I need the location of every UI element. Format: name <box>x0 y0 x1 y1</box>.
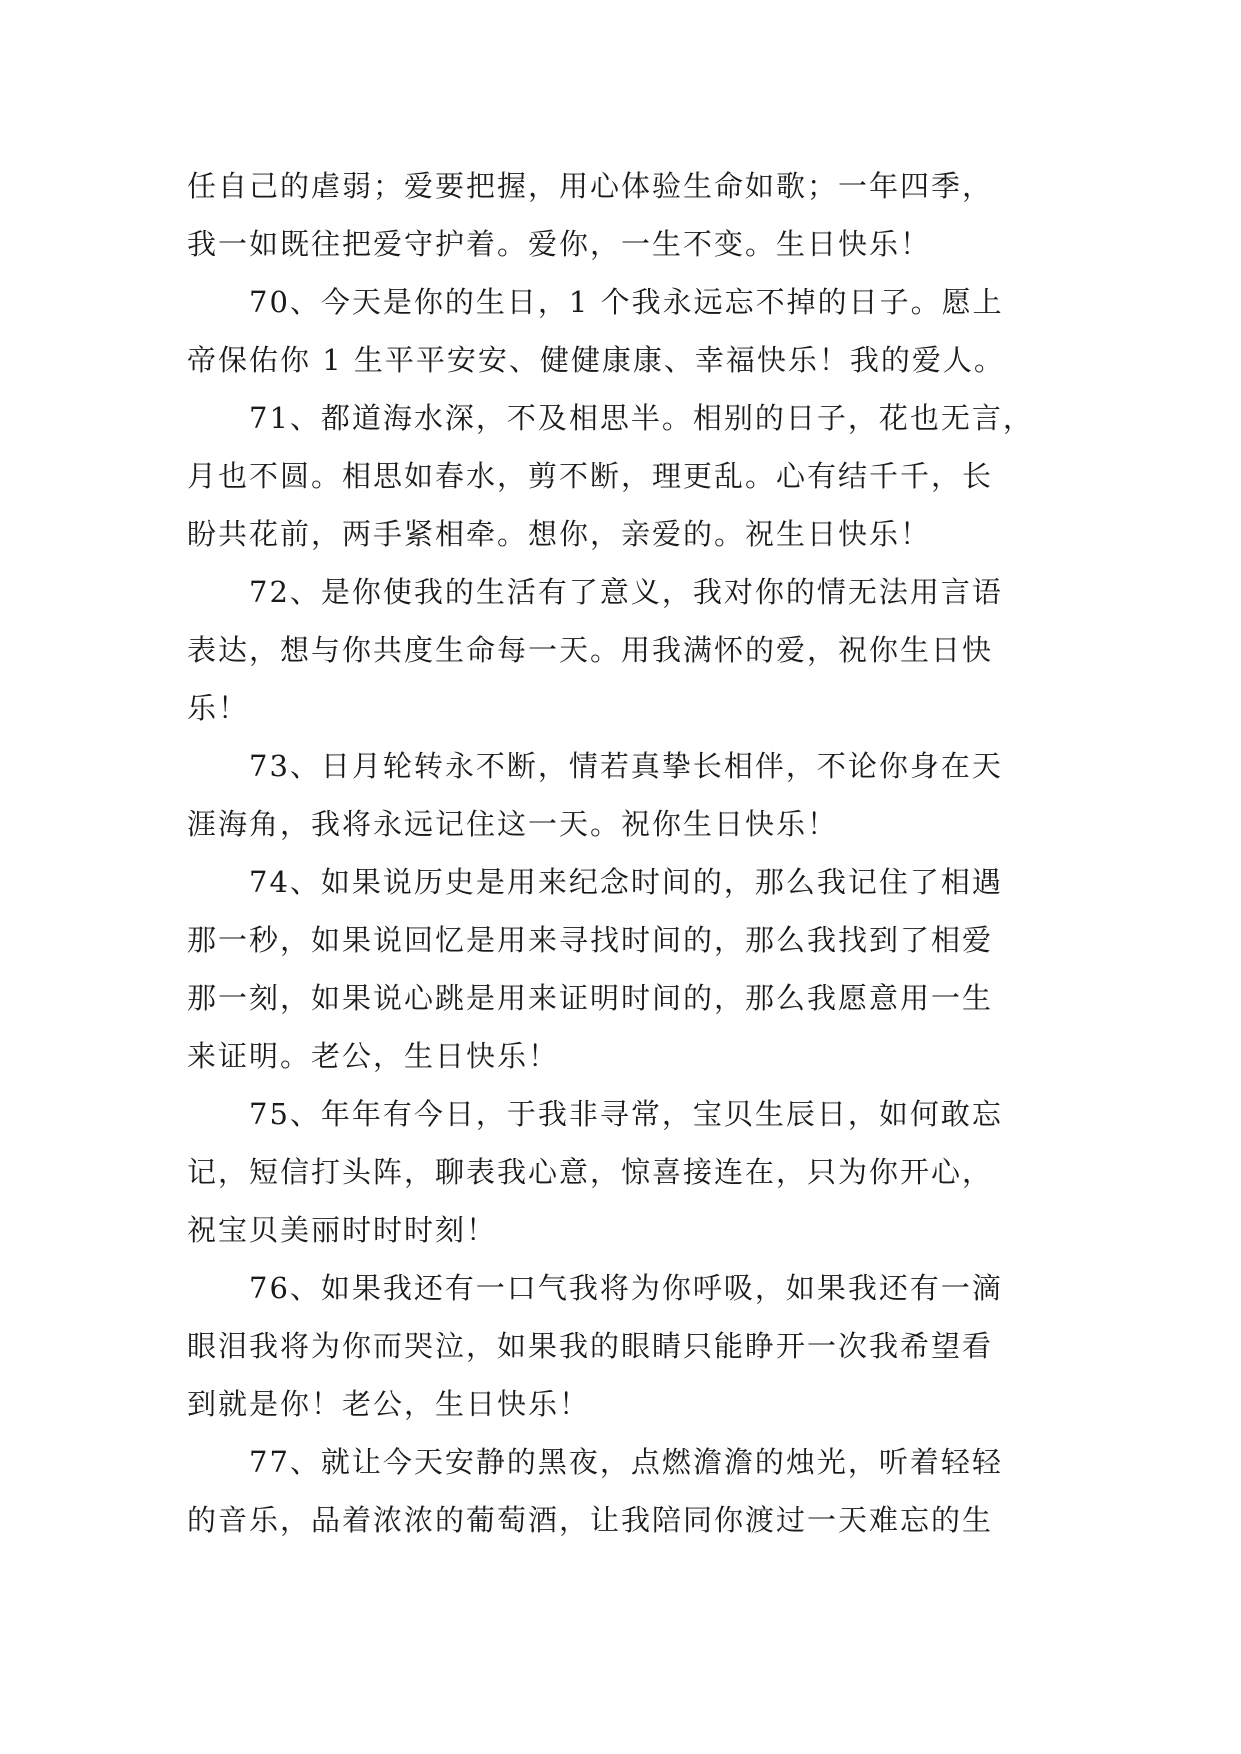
text-line: 到就是你！老公，生日快乐！ <box>187 1387 591 1421</box>
text-line: 那一刻，如果说心跳是用来证明时间的，那么我愿意用一生 <box>187 981 994 1015</box>
text-line: 盼共花前，两手紧相牵。想你，亲爱的。祝生日快乐！ <box>187 517 932 551</box>
text-line: 祝宝贝美丽时时时刻！ <box>187 1213 498 1247</box>
text-line: 表达，想与你共度生命每一天。用我满怀的爱，祝你生日快 <box>187 633 994 667</box>
text-line: 71、都道海水深，不及相思半。相别的日子，花也无言， <box>249 401 1034 435</box>
text-line: 70、今天是你的生日，1 个我永远忘不掉的日子。愿上 <box>249 285 1004 319</box>
text-line: 77、就让今天安静的黑夜，点燃澹澹的烛光，听着轻轻 <box>249 1445 1003 1479</box>
text-line: 那一秒，如果说回忆是用来寻找时间的，那么我找到了相爱 <box>187 923 994 957</box>
text-line: 月也不圆。相思如春水，剪不断，理更乱。心有结千千，长 <box>187 459 994 493</box>
text-line: 任自己的虐弱；爱要把握，用心体验生命如歌；一年四季， <box>187 169 994 203</box>
document-body <box>187 157 1057 1549</box>
text-line: 涯海角，我将永远记住这一天。祝你生日快乐！ <box>187 807 839 841</box>
text-line: 76、如果我还有一口气我将为你呼吸，如果我还有一滴 <box>249 1271 1003 1305</box>
text-line: 帝保佑你 1 生平平安安、健健康康、幸福快乐！我的爱人。 <box>187 343 1005 377</box>
text-line: 我一如既往把爱守护着。爱你，一生不变。生日快乐！ <box>187 227 932 261</box>
text-line: 的音乐，品着浓浓的葡萄酒，让我陪同你渡过一天难忘的生 <box>187 1503 994 1537</box>
text-line: 74、如果说历史是用来纪念时间的，那么我记住了相遇 <box>249 865 1003 899</box>
text-line: 记，短信打头阵，聊表我心意，惊喜接连在，只为你开心， <box>187 1155 994 1189</box>
text-line: 72、是你使我的生活有了意义，我对你的情无法用言语 <box>249 575 1003 609</box>
text-line: 乐！ <box>187 691 250 725</box>
text-line: 75、年年有今日，于我非寻常，宝贝生辰日，如何敢忘 <box>249 1097 1003 1131</box>
text-line: 73、日月轮转永不断，情若真挚长相伴，不论你身在天 <box>249 749 1003 783</box>
text-line: 来证明。老公，生日快乐！ <box>187 1039 560 1073</box>
text-line: 眼泪我将为你而哭泣，如果我的眼睛只能睁开一次我希望看 <box>187 1329 994 1363</box>
